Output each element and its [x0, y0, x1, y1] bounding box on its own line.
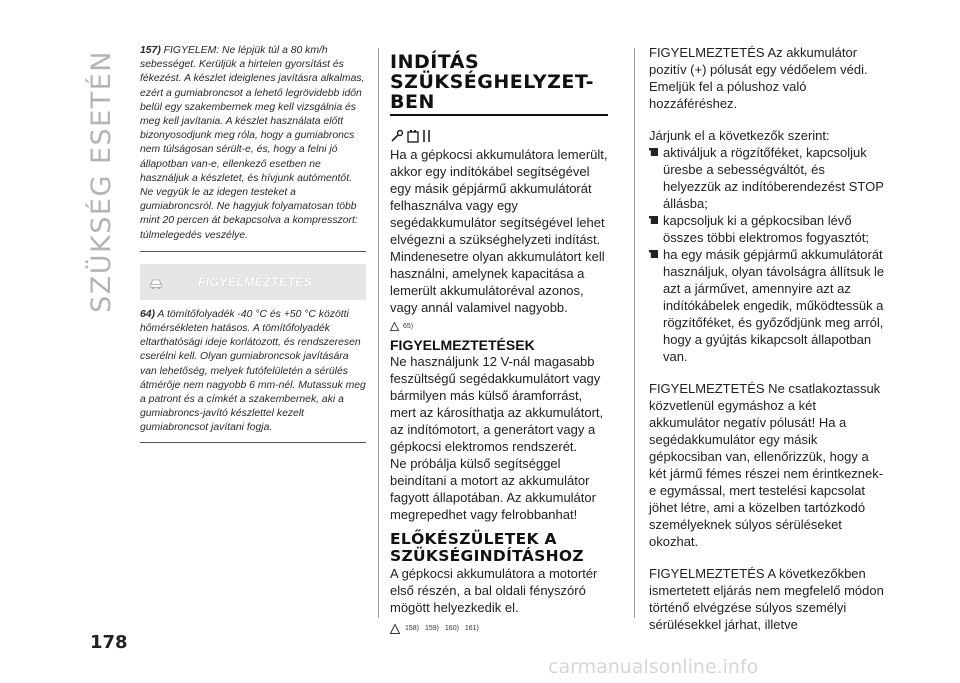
paragraph: Járjunk el a következők szerint:	[649, 128, 830, 143]
paragraph: Ha a gépkocsi akkumulátora lemerült, akkor egy indítókábel segítségével egy másik gépjármű akkumulátorát felhasználva vagy egy segédakkumulátor segítségével lehet elvégezni a szükséghelyzeti indítást. Mindenesetre olyan akkumulátort kell használni, amelynek kapacitása a lemerült akkumulátoréval azonos, vagy annál valamivel nagyobb.	[390, 147, 608, 315]
column-divider	[378, 48, 379, 618]
middle-column	[390, 44, 608, 637]
page-number: 178	[90, 632, 128, 653]
paragraph: Ne próbálja külső segítséggel beindítani a motort az akkumulátor fagyott állapotában. Az akkumulátor megrepedhet vagy felrobbanhat!	[390, 456, 596, 522]
paragraph: FIGYELMEZTETÉS Az akkumulátor pozitív (+) pólusát egy védőelem védi. Emeljük fel a pólushoz való hozzáféréshez.	[649, 45, 868, 111]
section-side-title: SZÜKSÉG ESETÉN	[86, 50, 117, 313]
bullet-icon	[649, 148, 658, 156]
paragraph: Ne használjunk 12 V-nál magasabb feszültségű segédakkumulátort vagy bármilyen más külső áramforrást, mert az károsíthatja az akkumulátort, az indítómotort, a generátort vagy a gépkocsi elektromos rendszerét.	[390, 354, 604, 454]
bullet-icon	[649, 216, 658, 224]
right-column	[649, 44, 885, 633]
list-item-text: kapcsoljuk ki a gépkocsiban lévő összes többi elektromos fogyasztót;	[663, 213, 869, 245]
key-icon	[390, 129, 404, 143]
paragraph: A gépkocsi akkumulátora a motortér első részén, a bal oldali fényszóró mögött helyezkedik el.	[390, 566, 598, 615]
warning-note-157	[140, 44, 366, 252]
note-number: 157)	[140, 45, 161, 56]
cable-icon	[422, 129, 432, 143]
reference-numbers: 158) 159) 160) 161)	[405, 625, 479, 632]
left-column	[140, 44, 366, 443]
column-divider	[634, 48, 635, 618]
section-heading: INDÍTÁS SZÜKSÉGHELYZET-BEN	[390, 52, 608, 116]
watermark: carmanualsonline.info	[548, 656, 759, 678]
list-item	[649, 212, 885, 246]
warning-number: 64)	[140, 308, 156, 320]
caution-icon	[390, 322, 399, 331]
list-item-text: ha egy másik gépjármű akkumulátorát használjuk, olyan távolságra állítsuk le azt a járművet, amennyire azt az indítókábelek engedik, működtessük a rögzítőféket, és győződjünk meg arról, hogy a gyújtás kikapcsolt állapotban van.	[663, 247, 885, 364]
car-warning-icon	[148, 274, 164, 290]
paragraph: FIGYELMEZTETÉS Ne csatlakoztassuk közvetlenül egymáshoz a két akkumulátor negatív pólusát! Ha a segédakkumulátor egy másik gépkocsiban van, ellenőrizzük, hogy a két jármű fémes részei nem érintkeznek-e egymással, mert testelési kapcsolat jöhet létre, ami a közelben tartózkodó személyeknek súlyos sérüléseket okozhat.	[649, 381, 884, 549]
caution-icon	[390, 624, 400, 634]
feature-icons	[390, 126, 608, 146]
warning-header-label: FIGYELMEZTETÉS	[197, 274, 313, 289]
battery-icon	[407, 129, 419, 143]
section-side-title-wrap	[84, 50, 120, 590]
warning-text: A tömítőfolyadék -40 °C és +50 °C közötti hőmérsékleten hatásos. A tömítőfolyadék eltarthatósági ideje korlátozott, és rendszeresen cserélni kell. Olyan gumiabroncsok javítására van lehetőség, melyek futófelületén a sérülés átmérője nem nagyobb 6 mm-nél. Mutassuk meg a patront és a címkét a szakembernek, aki a gumiabroncs-javító készlettel kezelt gumiabroncsot javítani fogja.	[140, 308, 366, 434]
bullet-icon	[649, 250, 658, 258]
note-text: FIGYELEM: Ne lépjük túl a 80 km/h sebességet. Kerüljük a hirtelen gyorsítást és fékezést. A készlet ideiglenes javításra alkalmas, ezért a gumiabroncsot a lehető legrövidebb időn belül egy szakembernek meg kell vizsgálnia és meg kell javítania. A készlet használata előtt bizonyosodjunk meg róla, hogy a gumiabroncs nem túlságosan sérült-e, és, hogy a felni jó állapotban van-e, ellenkező esetben ne használjuk a készletet, és hívjunk autómentőt. Ne vegyük le az idegen testeket a gumiabroncsról. Ne hagyjuk folyamatosan több mint 20 percen át bekapcsolva a kompresszort: túlmelegedés veszélye.	[140, 45, 365, 241]
warning-header	[140, 264, 366, 300]
subheading: FIGYELMEZTETÉSEK	[390, 337, 535, 353]
reference-number: 65)	[403, 323, 414, 330]
warning-note-64	[140, 308, 366, 443]
list-item	[649, 246, 885, 365]
paragraph: FIGYELMEZTETÉS A következőkben ismertetett eljárás nem megfelelő módon történő elvégzése súlyos személyi sérülésekkel járhat, illetve	[649, 566, 884, 632]
reference-row	[390, 620, 608, 637]
list-item-text: aktiváljuk a rögzítőféket, kapcsoljuk üresbe a sebességváltót, és helyezzük az indítóberendezést STOP állásba;	[663, 145, 884, 211]
section-heading-2: ELŐKÉSZÜLETEK A SZÜKSÉGINDÍTÁSHOZ	[390, 530, 584, 565]
list-item	[649, 144, 885, 212]
reference-row	[390, 318, 608, 335]
